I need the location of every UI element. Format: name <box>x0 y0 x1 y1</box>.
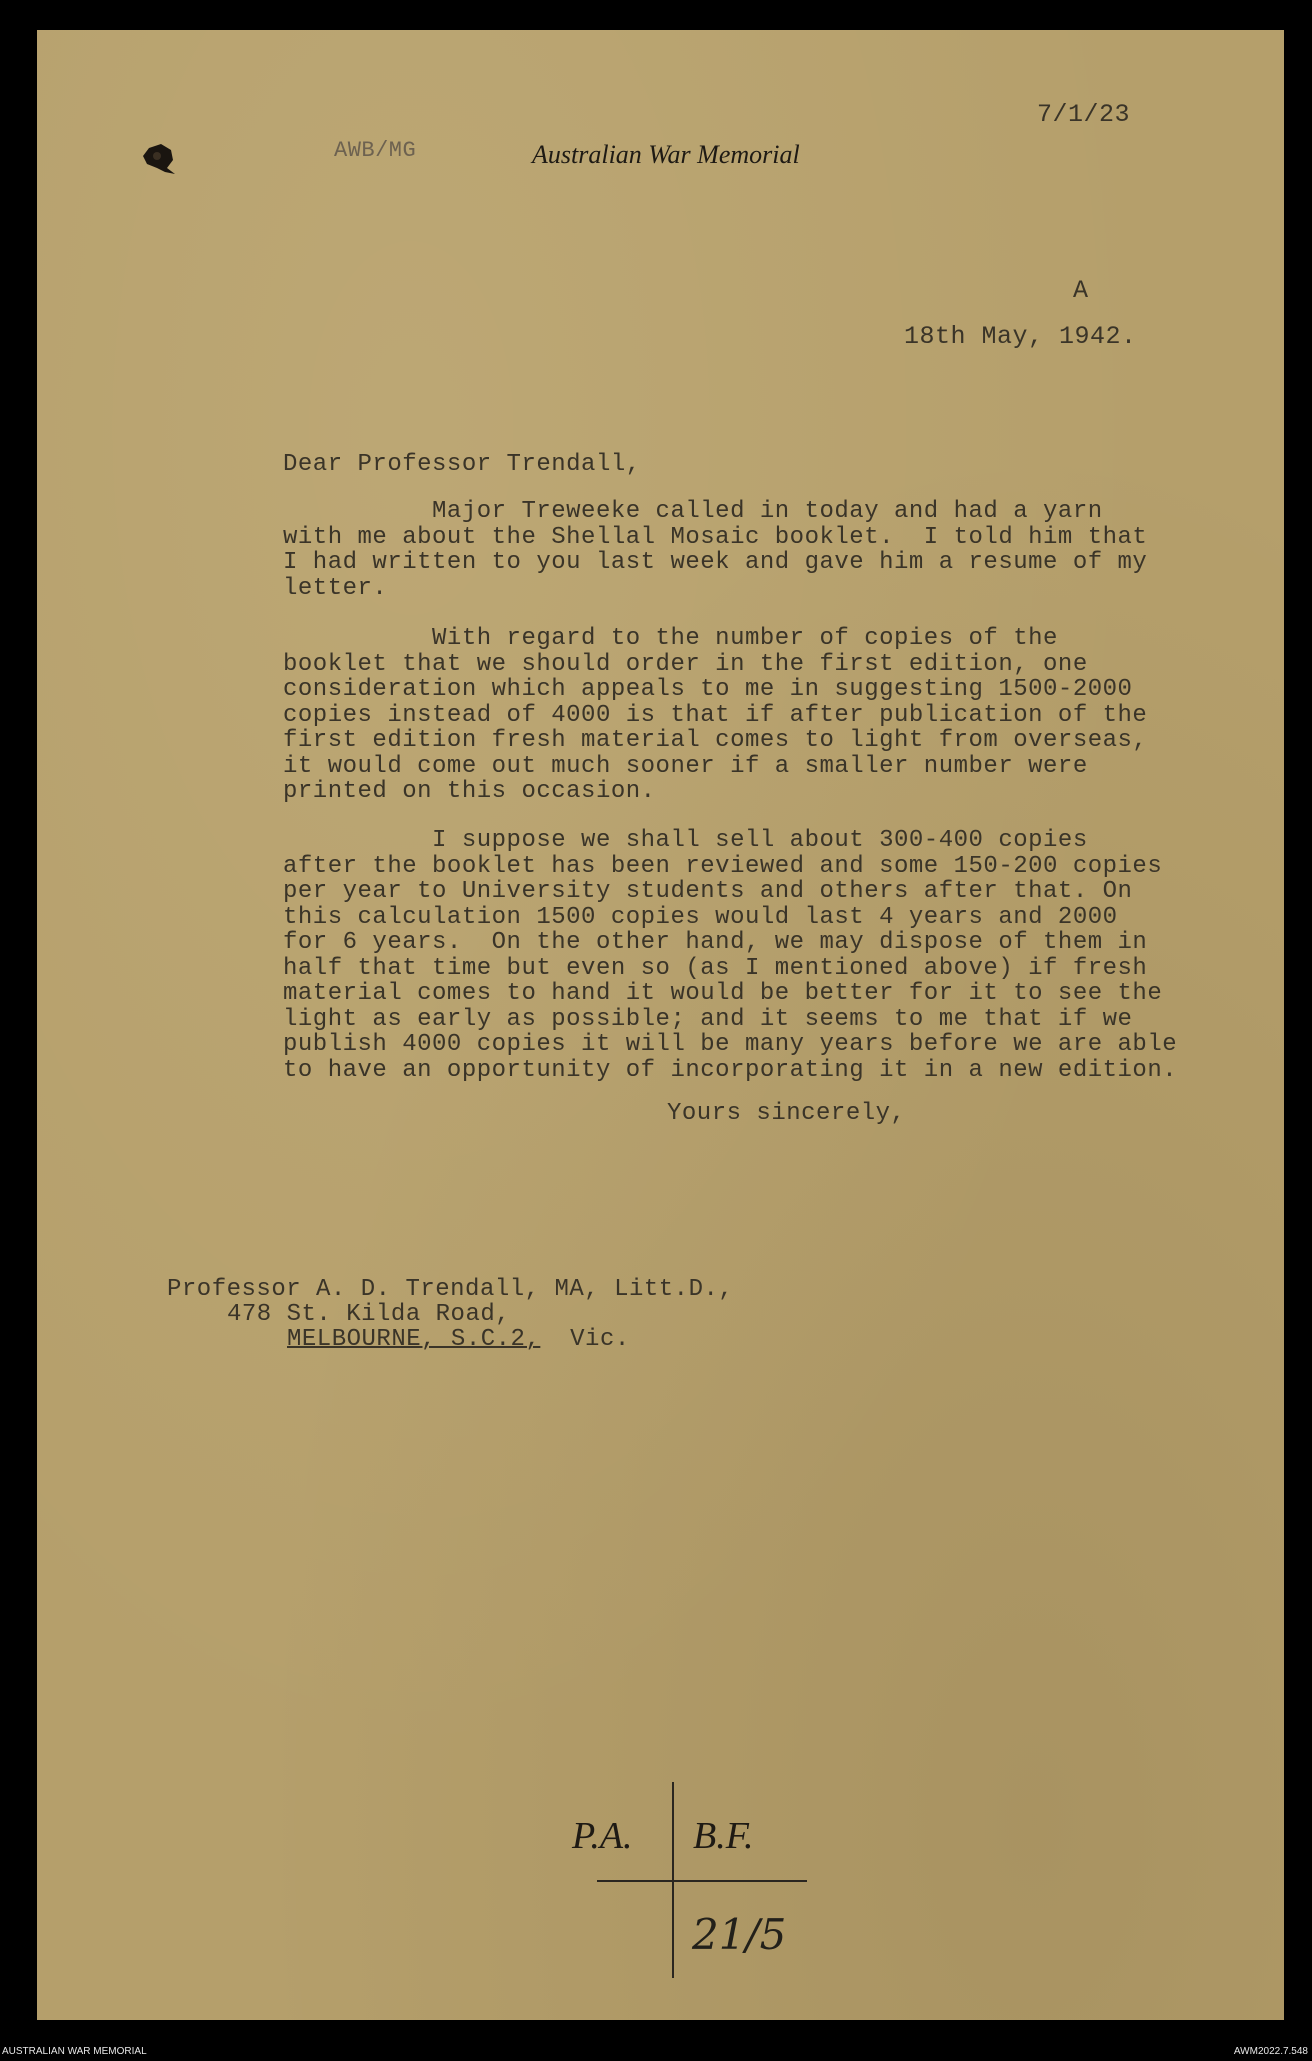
stamp-horizontal-line <box>597 1880 807 1882</box>
paragraph-line: booklet that we should order in the first edition, one <box>283 650 1088 678</box>
paragraph-line: it would come out much sooner if a smaller number were <box>283 752 1088 780</box>
paragraph-line: to have an opportunity of incorporating it in a new edition. <box>283 1056 1178 1084</box>
stamp-pa-label: P.A. <box>572 1815 633 1857</box>
footer-institution: AUSTRALIAN WAR MEMORIAL <box>2 2046 147 2057</box>
paragraph-line: Major Treweeke called in today and had a yarn <box>283 498 1103 525</box>
paragraph-line: letter. <box>283 574 388 602</box>
paragraph-line: light as early as possible; and it seems to me that if we <box>283 1005 1133 1033</box>
address-line-3 <box>287 1326 630 1353</box>
salutation: Dear Professor Trendall, <box>283 451 641 478</box>
paragraph-line: this calculation 1500 copies would last 4 years and 2000 <box>283 903 1118 931</box>
paragraph-line: publish 4000 copies it will be many years before we are able <box>283 1031 1178 1058</box>
paragraph-line: after the booklet has been reviewed and some 150-200 copies <box>283 852 1163 880</box>
address-line-1: Professor A. D. Trendall, MA, Litt.D., <box>167 1276 734 1303</box>
stamp-bf-label: B.F. <box>693 1815 754 1857</box>
address-city: MELBOURNE, S.C.2, <box>287 1326 541 1353</box>
footer-accession-number: AWM2022.7.548 <box>1233 2046 1308 2057</box>
paragraph-line: I had written to you last week and gave him a resume of my <box>283 549 1148 576</box>
paragraph-line: with me about the Shellal Mosaic booklet. I told him that <box>283 523 1148 551</box>
filing-mark: A <box>1073 276 1089 305</box>
paragraph-line: printed on this occasion. <box>283 778 656 805</box>
paragraph-line: consideration which appeals to me in suggesting 1500-2000 <box>283 676 1133 703</box>
reference-code: AWB/MG <box>334 138 417 163</box>
stamp-handwritten-date: 21/5 <box>692 1910 787 1959</box>
file-number: 7/1/23 <box>1037 100 1131 129</box>
address-line-2: 478 St. Kilda Road, <box>227 1301 511 1328</box>
paragraph-line: material comes to hand it would be better for it to see the <box>283 980 1163 1007</box>
paragraph-line: With regard to the number of copies of the <box>283 625 1058 652</box>
body-paragraph-3 <box>283 828 1177 1083</box>
paragraph-line: half that time but even so (as I mentioned above) if fresh <box>283 954 1148 982</box>
closing: Yours sincerely, <box>667 1100 906 1127</box>
address-state: Vic. <box>570 1326 630 1353</box>
paragraph-line: per year to University students and others after that. On <box>283 878 1133 905</box>
letter-page <box>37 30 1284 2020</box>
letterhead-title: Australian War Memorial <box>532 140 800 169</box>
paragraph-line: first edition fresh material comes to light from overseas, <box>283 727 1148 754</box>
body-paragraph-2 <box>283 626 1147 805</box>
paragraph-line: for 6 years. On the other hand, we may dispose of them in <box>283 929 1148 956</box>
punch-hole-mark <box>135 138 185 184</box>
letter-date: 18th May, 1942. <box>904 322 1137 351</box>
paragraph-line: copies instead of 4000 is that if after publication of the <box>283 701 1148 729</box>
body-paragraph-1 <box>283 499 1147 601</box>
paragraph-line: I suppose we shall sell about 300-400 copies <box>283 827 1088 854</box>
